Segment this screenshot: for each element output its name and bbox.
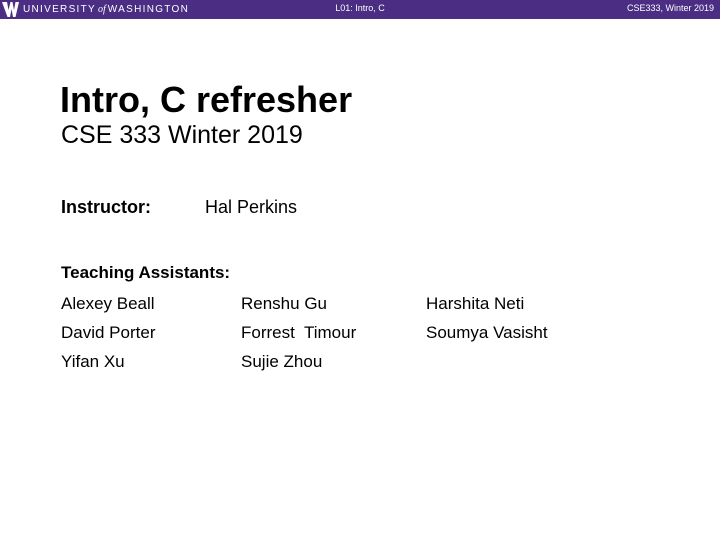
ta-name: Soumya Vasisht <box>426 323 548 342</box>
ta-name: Harshita Neti <box>426 294 525 313</box>
instructor-label: Instructor: <box>61 197 151 217</box>
ta-column-2 <box>241 289 356 376</box>
ta-name: David Porter <box>61 323 156 342</box>
wordmark-washington: WASHINGTON <box>107 4 190 15</box>
ta-column-1 <box>61 289 155 376</box>
slide-subtitle: CSE 333 Winter 2019 <box>61 121 303 149</box>
ta-column-3 <box>426 289 548 347</box>
ta-name: Alexey Beall <box>61 294 155 313</box>
wordmark-of: of <box>98 4 106 15</box>
lecture-label: L01: Intro, C <box>335 3 385 13</box>
slide-title: Intro, C refresher <box>60 79 353 120</box>
course-label: CSE333, Winter 2019 <box>626 3 714 13</box>
ta-name: Renshu Gu <box>241 294 327 313</box>
ta-name: Forrest Timour <box>241 323 357 342</box>
header-bar <box>0 0 720 19</box>
wordmark-university: UNIVERSITY <box>23 4 97 15</box>
ta-name: Yifan Xu <box>61 352 125 371</box>
ta-name: Sujie Zhou <box>241 352 323 371</box>
instructor-name: Hal Perkins <box>205 197 298 217</box>
ta-label: Teaching Assistants: <box>61 263 231 282</box>
